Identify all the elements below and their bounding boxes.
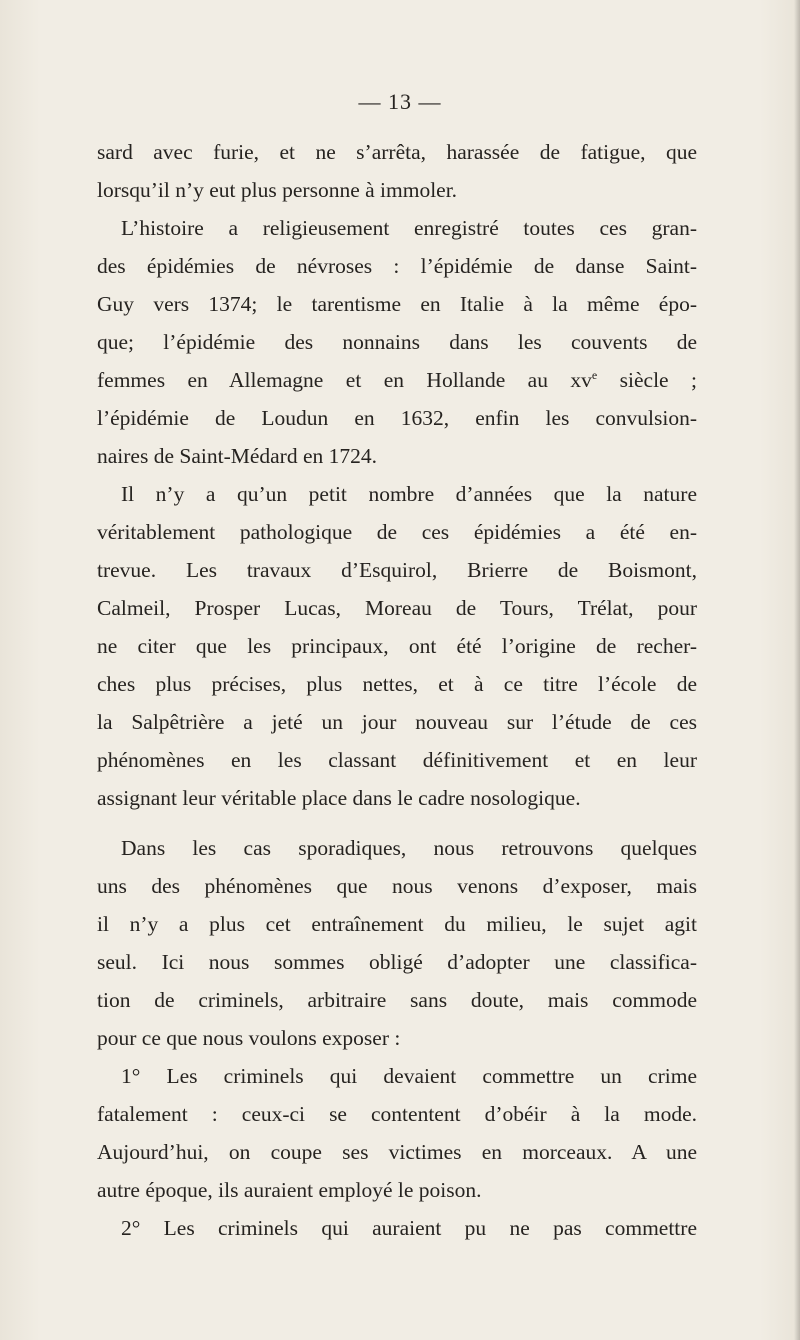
text-line: ches plus précises, plus nettes, et à ce titre l’école de (97, 672, 697, 696)
text-line: des épidémies de névroses : l’épidémie de danse Saint- (97, 254, 697, 278)
text-line: que; l’épidémie des nonnains dans les couvents de (97, 330, 697, 354)
text-line: L’histoire a religieusement enregistré toutes ces gran- (121, 216, 697, 240)
text-line: tion de criminels, arbitraire sans doute, mais commode (97, 988, 697, 1012)
text-line: trevue. Les travaux d’Esquirol, Brierre de Boismont, (97, 558, 697, 582)
text-line: uns des phénomènes que nous venons d’exposer, mais (97, 874, 697, 898)
text-segment: femmes en Allemagne et en Hollande au xv (97, 368, 592, 392)
text-line: lorsqu’il n’y eut plus personne à immoler. (97, 178, 458, 202)
text-line: assignant leur véritable place dans le cadre nosologique. (97, 786, 581, 810)
text-line: seul. Ici nous sommes obligé d’adopter une classifica- (97, 950, 697, 974)
text-line: pour ce que nous voulons exposer : (97, 1026, 401, 1050)
text-line: véritablement pathologique de ces épidémies a été en- (97, 520, 697, 544)
superscript: e (591, 368, 598, 382)
page-number: — 13 — (358, 89, 442, 114)
text-line: sard avec furie, et ne s’arrêta, harassée de fatigue, que (97, 140, 697, 164)
text-line: Aujourd’hui, on coupe ses victimes en morceaux. A une (97, 1140, 697, 1164)
text-line: 2° Les criminels qui auraient pu ne pas commettre (121, 1216, 697, 1240)
text-line: Calmeil, Prosper Lucas, Moreau de Tours, Trélat, pour (97, 596, 697, 620)
text-line (97, 361, 697, 399)
body-text (97, 133, 697, 1247)
text-line: phénomènes en les classant définitivement et en leur (97, 748, 697, 772)
text-line: naires de Saint-Médard en 1724. (97, 444, 378, 468)
paragraph-gap (97, 817, 697, 829)
text-segment: siècle ; (597, 368, 697, 392)
text-line: ne citer que les principaux, ont été l’origine de recher- (97, 634, 697, 658)
text-line: autre époque, ils auraient employé le poison. (97, 1178, 482, 1202)
text-line: 1° Les criminels qui devaient commettre un crime (121, 1064, 697, 1088)
text-line: Il n’y a qu’un petit nombre d’années que la nature (121, 482, 697, 506)
text-line: la Salpêtrière a jeté un jour nouveau sur l’étude de ces (97, 710, 697, 734)
page-edge-shadow (794, 0, 800, 1340)
text-line: l’épidémie de Loudun en 1632, enfin les convulsion- (97, 406, 697, 430)
text-line: Dans les cas sporadiques, nous retrouvons quelques (121, 836, 697, 860)
text-line: fatalement : ceux-ci se contentent d’obéir à la mode. (97, 1102, 697, 1126)
text-line: Guy vers 1374; le tarentisme en Italie à la même épo- (97, 292, 697, 316)
text-line: il n’y a plus cet entraînement du milieu, le sujet agit (97, 912, 697, 936)
